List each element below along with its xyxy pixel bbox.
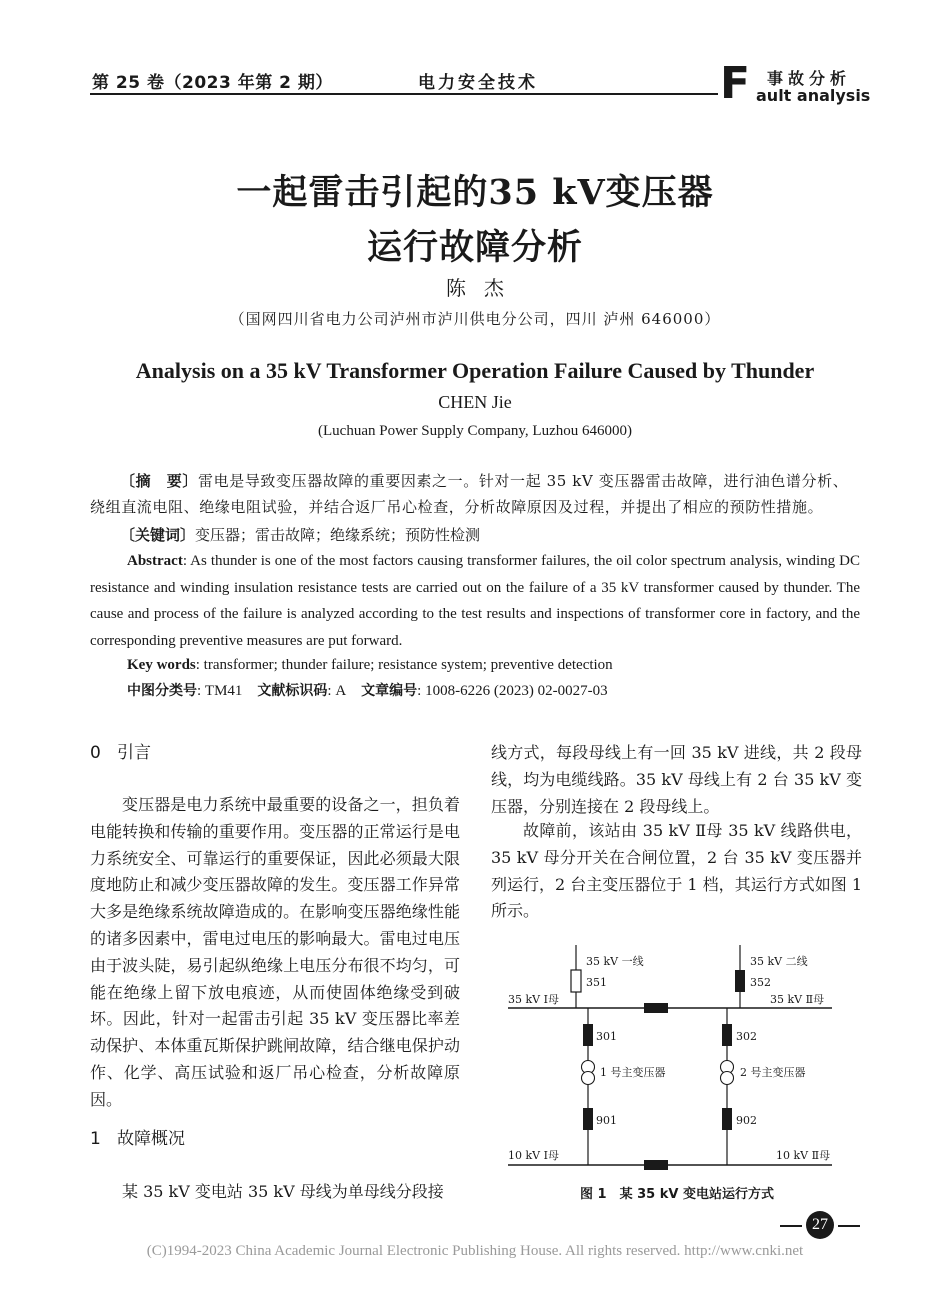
substation-diagram bbox=[500, 940, 840, 1175]
switch-302 bbox=[722, 1024, 732, 1046]
english-author: CHEN Jie bbox=[438, 392, 512, 412]
switch-902 bbox=[722, 1108, 732, 1130]
affiliation: （国网四川省电力公司泸州市泸川供电分公司，四川 泸州 646000） bbox=[229, 310, 721, 328]
article-no-label: 文章编号 bbox=[361, 683, 418, 699]
keywords-cn bbox=[90, 522, 860, 548]
switch-302-label: 302 bbox=[736, 1030, 757, 1043]
page-number-rule-right bbox=[838, 1225, 860, 1227]
bus-35kv-2-label: 35 kV Ⅱ母 bbox=[770, 993, 825, 1006]
transformer-1-label: 1 号主变压器 bbox=[600, 1066, 666, 1079]
section-name-cn: 事故分析 bbox=[767, 69, 852, 88]
copyright-footer: (C)1994-2023 China Academic Journal Electronic Publishing House. All rights reserved. http://www.cnki.net bbox=[146, 1243, 804, 1259]
abstract-en-text: : As thunder is one of the most factors causing transformer failures, the oil color spectrum analysis, winding DC resistance and winding insulation resistance tests are carried out on the failure of a 35 kV transformer caused by thunder. The cause and process of the failure is analyzed according to the test results and inspections of transformer core in factory, and the corresponding preventive measures are put forward. bbox=[90, 553, 860, 649]
switch-352-label: 352 bbox=[750, 976, 771, 989]
article-no-value: : 1008-6226 (2023) 02-0027-03 bbox=[417, 683, 608, 699]
section-0-title: 引言 bbox=[117, 743, 152, 763]
bus-tie-10kv bbox=[644, 1160, 668, 1170]
cls-label: 中图分类号 bbox=[127, 683, 197, 699]
section-0-heading bbox=[90, 740, 460, 767]
keywords-en-text: : transformer; thunder failure; resistance system; preventive detection bbox=[195, 657, 613, 673]
doc-code-value: : A bbox=[327, 683, 347, 699]
author: 陈杰 bbox=[446, 276, 522, 300]
switch-351-label: 351 bbox=[586, 976, 607, 989]
bus-tie-35kv bbox=[644, 1003, 668, 1013]
switch-301 bbox=[583, 1024, 593, 1046]
title-line-2: 运行故障分析 bbox=[366, 227, 583, 268]
english-title: Analysis on a 35 kV Transformer Operation Failure Caused by Thunder bbox=[135, 358, 815, 383]
keywords-cn-label: 〔关键词〕 bbox=[120, 526, 196, 544]
abstract-cn bbox=[90, 468, 860, 520]
line-2-label: 35 kV 二线 bbox=[750, 955, 808, 968]
transformer-2-winding-lv bbox=[721, 1072, 734, 1085]
section-1-number: 1 bbox=[90, 1129, 101, 1149]
section-letter: F bbox=[720, 58, 751, 109]
fault-paragraph-cont: 线方式，每段母线上有一回 35 kV 进线，共 2 段母线，均为电缆线路。35 kV 母线上有 2 台 35 kV 变压器，分别连接在 2 段母线上。 bbox=[491, 743, 862, 816]
title-line-1: 一起雷击引起的35 kV变压器 bbox=[236, 172, 714, 213]
pre-fault-paragraph: 故障前，该站由 35 kV Ⅱ母 35 kV 线路供电，35 kV 母分开关在合闸位置，2 台 35 kV 变压器并列运行，2 台主变压器位于 1 档，其运行方式如图 1 所示。 bbox=[491, 821, 862, 921]
abstract-cn-text: 雷电是导致变压器故障的重要因素之一。针对一起 35 kV 变压器雷击故障，进行油色谱分析、绕组直流电阻、绝缘电阻试验，并结合返厂吊心检查，分析故障原因及过程，并提出了相应的预防性措施。 bbox=[90, 472, 849, 516]
switch-351 bbox=[571, 970, 581, 992]
doc-code-label: 文献标识码 bbox=[257, 683, 328, 699]
transformer-2-label: 2 号主变压器 bbox=[740, 1066, 806, 1079]
journal-name: 电力安全技术 bbox=[418, 73, 538, 93]
transformer-1-winding-lv bbox=[582, 1072, 595, 1085]
keywords-en bbox=[127, 652, 897, 678]
section-name-en: ault analysis bbox=[756, 86, 871, 105]
bus-35kv-1-label: 35 kV Ⅰ母 bbox=[508, 993, 559, 1006]
fault-paragraph-start: 某 35 kV 变电站 35 kV 母线为单母线分段接 bbox=[122, 1182, 444, 1201]
intro-paragraph: 变压器是电力系统中最重要的设备之一，担负着电能转换和传输的重要作用。变压器的正常运行是电力系统安全、可靠运行的重要保证，因此必须最大限度地防止和减少变压器故障的发生。变压器工作异常大多是绝缘系统故障造成的。在影响变压器绝缘性能的诸多因素中，雷电过电压的影响最大。雷电过电压由于波头陡，易引起纵绝缘上电压分布很不均匀，可能在绝缘上留下放电痕迹，从而使固体绝缘受到破坏。因此，针对一起雷击引起 35 kV 变压器比率差动保护、本体重瓦斯保护跳闸故障，结合继电保护动作、化学、高压试验和返厂吊心检查，分析故障原因。 bbox=[90, 795, 460, 1109]
journal-volume: 第 25 卷（2023 年第 2 期） bbox=[92, 73, 333, 93]
cls-value: : TM41 bbox=[197, 683, 243, 699]
switch-352 bbox=[735, 970, 745, 992]
abstract-en-label: Abstract bbox=[127, 553, 183, 569]
section-1-title: 故障概况 bbox=[117, 1129, 186, 1149]
switch-901 bbox=[583, 1108, 593, 1130]
page-number: 27 bbox=[806, 1211, 834, 1239]
switch-901-label: 901 bbox=[596, 1114, 617, 1127]
english-affiliation: (Luchuan Power Supply Company, Luzhou 646000) bbox=[318, 423, 632, 439]
keywords-en-label: Key words bbox=[127, 657, 196, 673]
page-number-rule-left bbox=[780, 1225, 802, 1227]
switch-301-label: 301 bbox=[596, 1030, 617, 1043]
classification bbox=[127, 678, 897, 704]
bus-10kv-1-label: 10 kV Ⅰ母 bbox=[508, 1149, 559, 1162]
section-0-number: 0 bbox=[90, 743, 101, 763]
figure-caption: 图 1 某 35 kV 变电站运行方式 bbox=[580, 1187, 774, 1202]
header-rule bbox=[90, 93, 718, 95]
abstract-en bbox=[90, 548, 860, 654]
abstract-cn-label: 〔摘 要〕 bbox=[120, 472, 199, 490]
switch-902-label: 902 bbox=[736, 1114, 757, 1127]
line-1-label: 35 kV 一线 bbox=[586, 955, 644, 968]
keywords-cn-text: 变压器；雷击故障；绝缘系统；预防性检测 bbox=[195, 526, 481, 544]
section-1-heading bbox=[90, 1126, 460, 1153]
bus-10kv-2-label: 10 kV Ⅱ母 bbox=[776, 1149, 831, 1162]
